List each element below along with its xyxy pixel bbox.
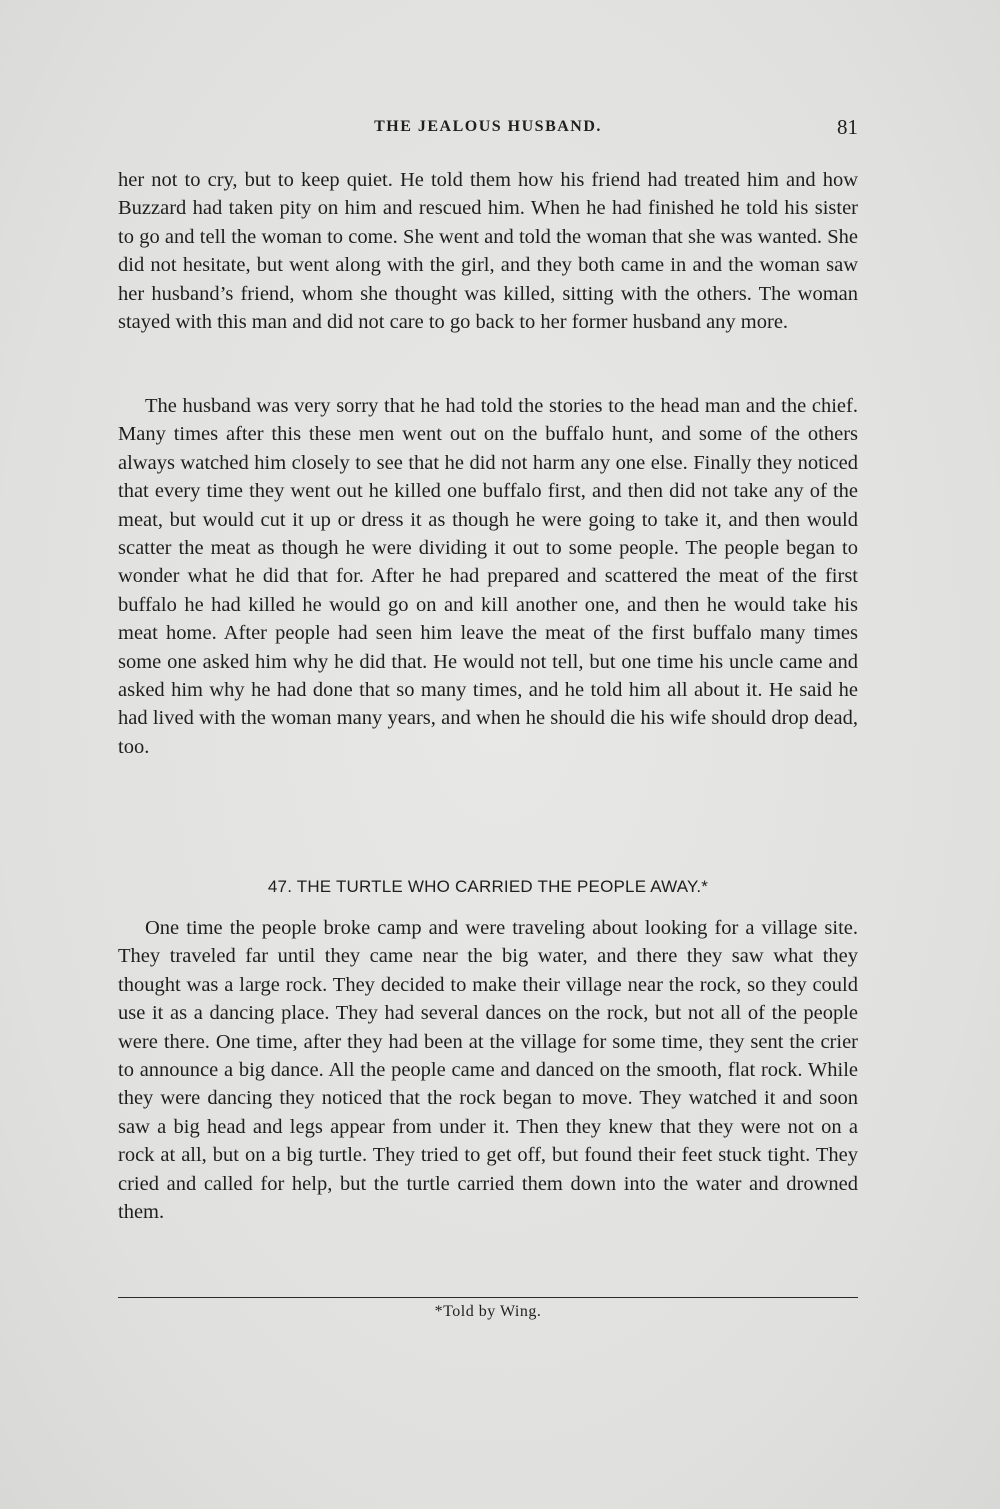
footnote-rule (118, 1297, 858, 1298)
section-heading: 47. THE TURTLE WHO CARRIED THE PEOPLE AWAY.* (267, 877, 709, 896)
paragraph-continued (118, 166, 858, 336)
footnote: *Told by Wing. (434, 1303, 542, 1320)
running-head-title: THE JEALOUS HUSBAND. (374, 118, 602, 135)
paragraph (118, 392, 858, 761)
paragraph-text: The husband was very sorry that he had told the stories to the head man and the chief. Many times after this these men went out on the buffalo hunt, and some of the others always watched him closely to see that he did not harm any one else. Finally they noticed that every time they went out he killed one buffalo first, and then did not take any of the meat, but would cut it up or dress it as though he were going to take it, and then would scatter the meat as though he were dividing it out to some people. The people began to wonder what he did that for. After he had prepared and scattered the meat of the first buffalo he had killed he would go on and kill another one, and then he would take his meat home. After people had seen him leave the meat of the first buffalo many times some one asked him why he did that. He would not tell, but one time his uncle came and asked him why he had done that so many times, and he told him all about it. He said he had lived with the woman many years, and when he should die his wife should drop dead, too. (118, 395, 858, 758)
section-paragraph (118, 914, 858, 1226)
running-head (118, 115, 858, 142)
page-number: 81 (837, 115, 858, 139)
paragraph-text: One time the people broke camp and were traveling about looking for a village site. They traveled far until they came near the big water, and there they saw what they thought was a large rock. They decided to make their village near the rock, so they could use it as a dancing place. They had several dances on the rock, but not all of the people were there. One time, after they had been at the village for some time, they sent the crier to announce a big dance. All the people came and danced on the smooth, flat rock. While they were dancing they noticed that the rock began to move. They watched it and soon saw a big head and legs appear from under it. Then they knew that they were not on a rock at all, but on a big turtle. They tried to get off, but found their feet stuck tight. They cried and called for help, but the turtle carried them down into the water and drowned them. (118, 917, 858, 1224)
paragraph-text: her not to cry, but to keep quiet. He told them how his friend had treated him and how Buzzard had taken pity on him and rescued him. When he had finished he told his sister to go and tell the woman to come. She went and told the woman that she was wanted. She did not hesitate, but went along with the girl, and they both came in and the woman saw her husband’s friend, whom she thought was killed, sitting with the others. The woman stayed with this man and did not care to go back to her former husband any more. (118, 169, 858, 334)
